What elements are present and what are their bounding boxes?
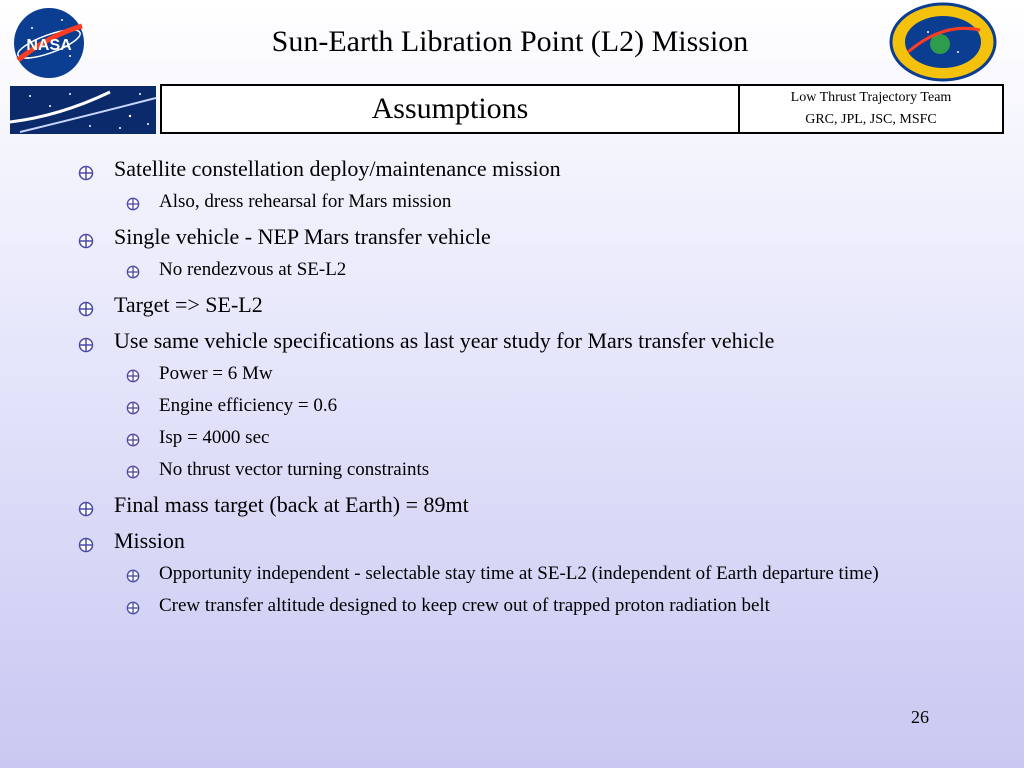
bullet-icon [78,333,94,349]
bullet-item [78,292,978,318]
bullet-icon [78,229,94,245]
sub-bullet-icon [126,462,140,476]
sub-bullet-icon [126,366,140,380]
bullet-text: Target => SE-L2 [114,292,263,317]
sub-bullet-text: No rendezvous at SE-L2 [159,259,347,280]
bullet-icon [78,297,94,313]
sub-bullet-text: No thrust vector turning constraints [159,459,430,480]
sub-bullet-icon [126,598,140,612]
sub-bullet-item [78,258,978,282]
page-number: 26 [911,707,929,727]
team-centers: GRC, JPL, JSC, MSFC [805,112,937,127]
bullet-text: Final mass target (back at Earth) = 89mt [114,492,469,517]
bullet-icon [78,533,94,549]
sub-bullet-text: Engine efficiency = 0.6 [159,395,338,416]
sub-bullet-icon [126,398,140,412]
sub-bullet-item [78,394,978,418]
sub-bullet-icon [126,194,140,208]
sub-bullet-item [78,594,978,618]
sub-bullet-item [78,190,978,214]
sub-bullet-text: Isp = 4000 sec [159,427,270,448]
bullet-item [78,156,978,182]
bullet-text: Use same vehicle specifications as last year study for Mars transfer vehicle [114,328,775,353]
sub-bullet-item [78,458,978,482]
bullet-item [78,328,978,354]
sub-bullet-icon [126,430,140,444]
sub-bullet-text: Crew transfer altitude designed to keep crew out of trapped proton radiation belt [159,595,770,616]
bullet-item [78,224,978,250]
bullet-list [78,154,978,618]
sub-bullet-text: Opportunity independent - selectable stay time at SE-L2 (independent of Earth departure time) [159,563,879,584]
bullet-text: Satellite constellation deploy/maintenance mission [114,156,561,181]
bullet-item [78,528,978,554]
slide-title: Sun-Earth Libration Point (L2) Mission [271,25,749,58]
sub-bullet-text: Also, dress rehearsal for Mars mission [159,191,452,212]
svg-text:NASA: NASA [26,37,72,54]
sub-bullet-item [78,426,978,450]
sub-bullet-item [78,562,978,586]
sub-bullet-icon [126,566,140,580]
sub-bullet-item [78,362,978,386]
sub-bullet-text: Power = 6 Mw [159,363,273,384]
starfield-banner [10,86,156,134]
bullet-text: Mission [114,528,185,553]
team-info [740,86,1002,132]
bullet-icon [78,497,94,513]
bullet-icon [78,161,94,177]
bullet-item [78,492,978,518]
nasa-logo [12,6,86,80]
team-name: Low Thrust Trajectory Team [790,90,952,105]
section-header [160,84,1004,134]
section-title: Assumptions [162,86,740,132]
division-seal [888,2,998,82]
bullet-text: Single vehicle - NEP Mars transfer vehicle [114,224,491,249]
sub-bullet-icon [126,262,140,276]
